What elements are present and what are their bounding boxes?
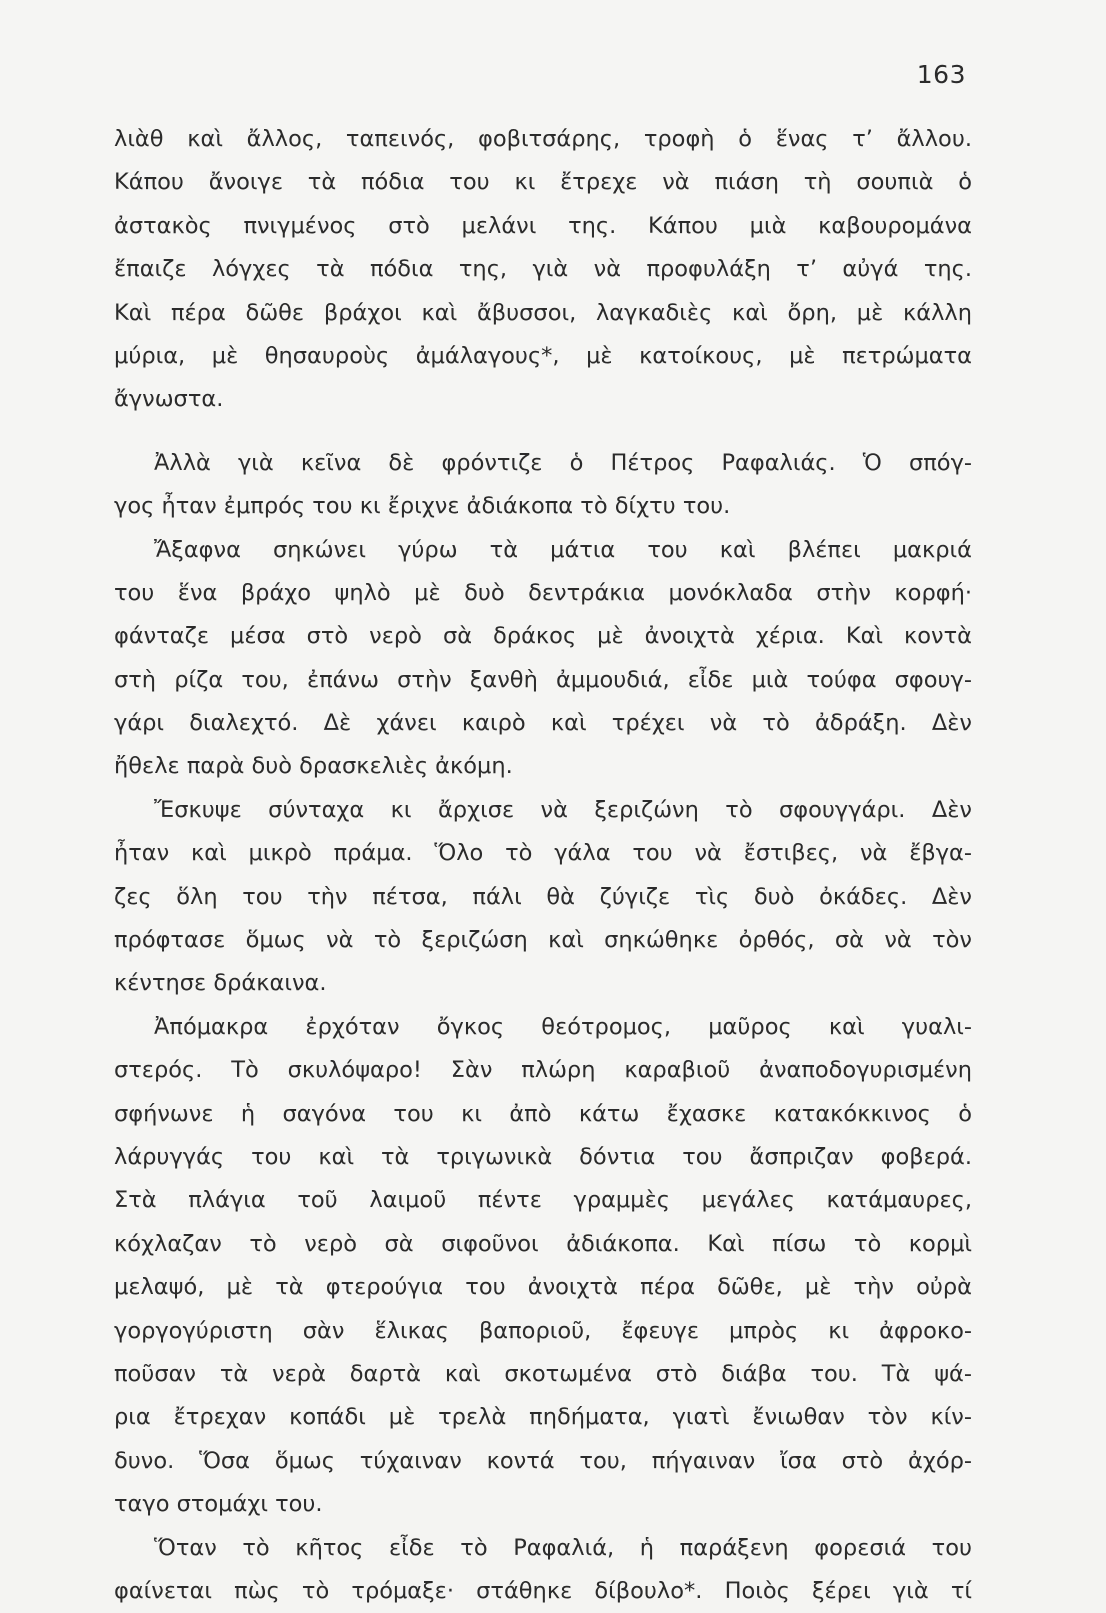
text-line: Στὰ πλάγια τοῦ λαιμοῦ πέντε γραμμὲς μεγάλες κατάμαυρες, [114,1179,972,1222]
text-line: κόχλαζαν τὸ νερὸ σὰ σιφοῦνοι ἀδιάκοπα. Καὶ πίσω τὸ κορμὶ [114,1223,972,1266]
text-line: γος ἦταν ἐμπρός του κι ἔριχνε ἀδιάκοπα τὸ δίχτυ του. [114,485,972,528]
text-line: Κάπου ἄνοιγε τὰ πόδια του κι ἔτρεχε νὰ πιάση τὴ σουπιὰ ὁ [114,161,972,204]
paragraph [114,442,972,529]
text-line: ποῦσαν τὰ νερὰ δαρτὰ καὶ σκοτωμένα στὸ διάβα του. Τὰ ψά- [114,1353,972,1396]
paragraph [114,789,972,1006]
text-line: ζες ὅλη του τὴν πέτσα, πάλι θὰ ζύγιζε τὶς δυὸ ὀκάδες. Δὲν [114,876,972,919]
paragraph [114,118,972,422]
text-line: Ἀπόμακρα ἐρχόταν ὄγκος θεότρομος, μαῦρος καὶ γυαλι- [114,1006,972,1049]
text-line: ταγο στομάχι του. [114,1483,972,1526]
text-line: στερός. Τὸ σκυλόψαρο! Σὰν πλώρη καραβιοῦ ἀναποδογυρισμένη [114,1049,972,1092]
paragraph [114,1527,972,1613]
text-line: Ὅταν τὸ κῆτος εἶδε τὸ Ραφαλιά, ἡ παράξενη φορεσιά του [114,1527,972,1570]
text-line: πρόφτασε ὅμως νὰ τὸ ξεριζώση καὶ σηκώθηκε ὀρθός, σὰ νὰ τὸν [114,919,972,962]
text-line: λάρυγγάς του καὶ τὰ τριγωνικὰ δόντια του ἄσπριζαν φοβερά. [114,1136,972,1179]
text-line: ρια ἔτρεχαν κοπάδι μὲ τρελὰ πηδήματα, γιατὶ ἔνιωθαν τὸν κίν- [114,1396,972,1439]
text-line: γοργογύριστη σὰν ἕλικας βαποριοῦ, ἔφευγε μπρὸς κι ἀφροκο- [114,1310,972,1353]
text-line: δυνο. Ὅσα ὅμως τύχαιναν κοντά του, πήγαιναν ἴσα στὸ ἀχόρ- [114,1440,972,1483]
text-line: μύρια, μὲ θησαυροὺς ἀμάλαγους*, μὲ κατοίκους, μὲ πετρώματα [114,335,972,378]
page-number: 163 [917,60,966,89]
text-line: λιὰθ καὶ ἄλλος, ταπεινός, φοβιτσάρης, τροφὴ ὁ ἕνας τ’ ἄλλου. [114,118,972,161]
text-line: ἤθελε παρὰ δυὸ δρασκελιὲς ἀκόμη. [114,745,972,788]
text-line: ἀστακὸς πνιγμένος στὸ μελάνι της. Κάπου μιὰ καβουρομάνα [114,205,972,248]
paragraph [114,1006,972,1527]
text-line: ἦταν καὶ μικρὸ πράμα. Ὅλο τὸ γάλα του νὰ ἔστιβες, νὰ ἔβγα- [114,832,972,875]
text-line: ἄγνωστα. [114,378,972,421]
text-line: ἔπαιζε λόγχες τὰ πόδια της, γιὰ νὰ προφυλάξη τ’ αὐγά της. [114,248,972,291]
text-line: Ἔσκυψε σύνταχα κι ἄρχισε νὰ ξεριζώνη τὸ σφουγγάρι. Δὲν [114,789,972,832]
text-line: στὴ ρίζα του, ἐπάνω στὴν ξανθὴ ἀμμουδιά, εἶδε μιὰ τούφα σφουγ- [114,659,972,702]
body-text [114,118,972,1613]
text-line: γάρι διαλεχτό. Δὲ χάνει καιρὸ καὶ τρέχει νὰ τὸ ἀδράξη. Δὲν [114,702,972,745]
text-line: κέντησε δράκαινα. [114,962,972,1005]
text-line: Καὶ πέρα δῶθε βράχοι καὶ ἄβυσσοι, λαγκαδιὲς καὶ ὄρη, μὲ κάλλη [114,292,972,335]
text-line: Ἄξαφνα σηκώνει γύρω τὰ μάτια του καὶ βλέπει μακριά [114,529,972,572]
text-line: φαίνεται πὼς τὸ τρόμαξε· στάθηκε δίβουλο*. Ποιὸς ξέρει γιὰ τί [114,1570,972,1613]
text-line: του ἕνα βράχο ψηλὸ μὲ δυὸ δεντράκια μονόκλαδα στὴν κορφή· [114,572,972,615]
paragraph-gap [114,422,972,442]
text-line: φάνταζε μέσα στὸ νερὸ σὰ δράκος μὲ ἀνοιχτὰ χέρια. Καὶ κοντὰ [114,615,972,658]
paragraph [114,529,972,789]
text-line: Ἀλλὰ γιὰ κεῖνα δὲ φρόντιζε ὁ Πέτρος Ραφαλιάς. Ὁ σπόγ- [114,442,972,485]
text-line: σφήνωνε ἡ σαγόνα του κι ἀπὸ κάτω ἔχασκε κατακόκκινος ὁ [114,1093,972,1136]
text-line: μελαψό, μὲ τὰ φτερούγια του ἀνοιχτὰ πέρα δῶθε, μὲ τὴν οὐρὰ [114,1266,972,1309]
